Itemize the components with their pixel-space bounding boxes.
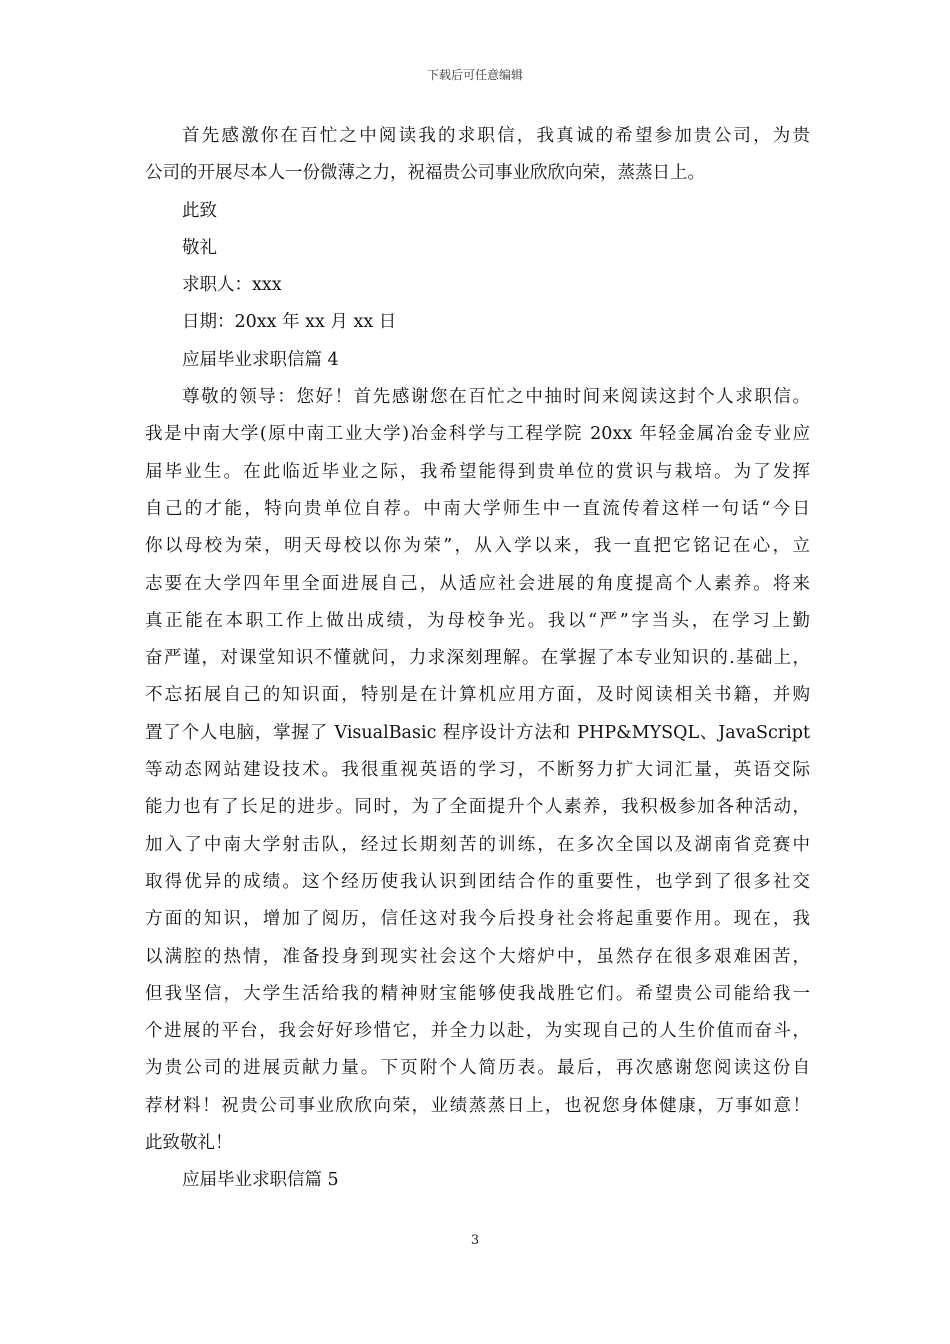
paragraph-line: 此致敬礼！ bbox=[145, 1133, 233, 1154]
document-body bbox=[145, 118, 810, 1200]
paragraph-line: 你以母校为荣，明天母校以你为荣”，从入学以来，我一直把它铭记在心，立 bbox=[145, 536, 810, 557]
section-heading: 应届毕业求职信篇 5 bbox=[182, 1170, 339, 1191]
paragraph-line: 真正能在本职工作上做出成绩，为母校争光。我以“严”字当头，在学习上勤 bbox=[145, 610, 810, 631]
paragraph-line: 首先感激你在百忙之中阅读我的求职信，我真诚的希望参加贵公司，为贵 bbox=[182, 126, 810, 146]
paragraph-line: 届毕业生。在此临近毕业之际，我希望能得到贵单位的赏识与栽培。为了发挥 bbox=[145, 461, 810, 482]
applicant-name: 求职人：xxx bbox=[182, 275, 282, 296]
page-number: 3 bbox=[470, 1233, 480, 1248]
paragraph-line: 志要在大学四年里全面进展自己，从适应社会进展的角度提高个人素养。将来 bbox=[145, 573, 810, 594]
section-heading: 应届毕业求职信篇 4 bbox=[182, 349, 339, 370]
paragraph-line: 不忘拓展自己的知识面，特别是在计算机应用方面，及时阅读相关书籍，并购 bbox=[145, 685, 810, 706]
paragraph-line: 等动态网站建设技术。我很重视英语的学习，不断努力扩大词汇量，英语交际 bbox=[145, 760, 810, 781]
paragraph-line: 尊敬的领导：您好！首先感谢您在百忙之中抽时间来阅读这封个人求职信。 bbox=[182, 387, 810, 408]
paragraph-line: 方面的知识，增加了阅历，信任这对我今后投身社会将起重要作用。现在，我 bbox=[145, 909, 810, 930]
paragraph-line: 取得优异的成绩。这个经历使我认识到团结合作的重要性，也学到了很多社交 bbox=[145, 871, 810, 892]
paragraph-line: 加入了中南大学射击队，经过长期刻苦的训练，在多次全国以及湖南省竞赛中 bbox=[145, 834, 810, 855]
closing-regards: 敬礼 bbox=[182, 237, 217, 258]
paragraph-line: 荐材料！祝贵公司事业欣欣向荣，业绩蒸蒸日上，也祝您身体健康，万事如意！ bbox=[145, 1095, 810, 1116]
paragraph-line: 个进展的平台，我会好好珍惜它，并全力以赴，为实现自己的人生价值而奋斗， bbox=[145, 1021, 810, 1042]
header-note: 下载后可任意编辑 bbox=[426, 68, 523, 82]
paragraph-line: 我是中南大学(原中南工业大学)冶金科学与工程学院 20xx 年轻金属冶金专业应 bbox=[145, 424, 810, 445]
paragraph-line: 奋严谨，对课堂知识不懂就问，力求深刻理解。在掌握了本专业知识的.基础上， bbox=[145, 648, 810, 669]
paragraph-line: 置了个人电脑，掌握了 VisualBasic 程序设计方法和 PHP&MYSQL、JavaScript bbox=[145, 722, 810, 743]
closing-salutation: 此致 bbox=[182, 200, 217, 221]
paragraph-line: 以满腔的热情，准备投身到现实社会这个大熔炉中，虽然存在很多艰难困苦， bbox=[145, 946, 810, 967]
paragraph-line: 能力也有了长足的进步。同时，为了全面提升个人素养，我积极参加各种活动， bbox=[145, 797, 810, 818]
paragraph-line: 自己的才能，特向贵单位自荐。中南大学师生中一直流传着这样一句话“今日 bbox=[145, 498, 810, 519]
paragraph-line: 为贵公司的进展贡献力量。下页附个人简历表。最后，再次感谢您阅读这份自 bbox=[145, 1058, 810, 1079]
letter-date: 日期：20xx 年 xx 月 xx 日 bbox=[182, 312, 397, 333]
paragraph-line: 公司的开展尽本人一份微薄之力，祝福贵公司事业欣欣向荣，蒸蒸日上。 bbox=[145, 163, 705, 184]
paragraph-line: 但我坚信，大学生活给我的精神财宝能够使我战胜它们。希望贵公司能给我一 bbox=[145, 983, 810, 1004]
